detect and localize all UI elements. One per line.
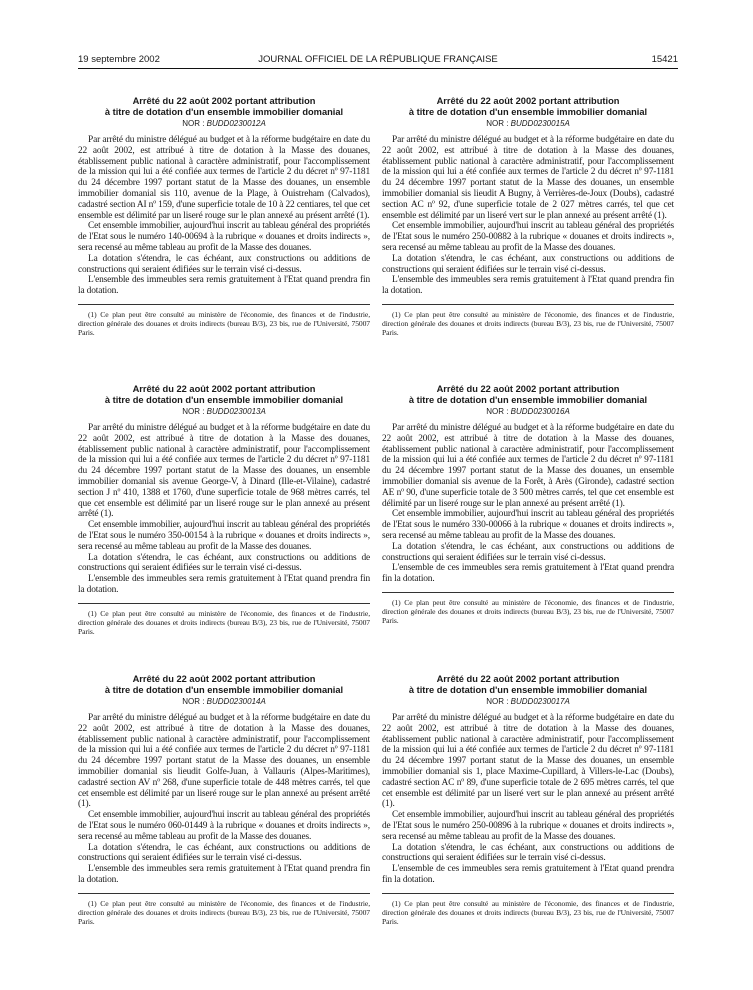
footnote: (1) Ce plan peut être consulté au ministère de l'économie, des finances et de l'industrie, direction générale des douanes et droits indirects (bureau B/3), 23 bis, rue de l'Université, 75007 Paris. xyxy=(78,309,370,338)
arrete-nor xyxy=(382,118,674,129)
arrete-paragraph: Cet ensemble immobilier, aujourd'hui inscrit au tableau général des propriétés de l'Etat sous le numéro 140-00694 à la rubrique « douanes et droits indirects », sera recensé au même tableau au profit de la Masse des douanes. xyxy=(78,221,370,253)
arrete-paragraph: Par arrêté du ministre délégué au budget et à la réforme budgétaire en date du 22 août 2002, est attribué à titre de dotation à la Masse des douanes, établissement public national à caractère administratif, pour l'accomplissement de la mission qui lui a été confiée aux termes de l'article 2 du décret nº 97-1181 du 24 décembre 1997 portant statut de la Masse des douanes, un ensemble immobilier domanial sis 1, place Maxime-Cupillard, à Villers-le-Lac (Doubs), cadastré section AC nº 89, d'une superficie totale de 2 695 mètres carrés, tel que cet ensemble est délimité par un liseré vert sur le plan annexé au présent arrêté (1). xyxy=(382,713,674,810)
footnote-separator xyxy=(382,893,674,894)
arrete-title-line1: Arrêté du 22 août 2002 portant attribution xyxy=(132,674,316,684)
arrete-block xyxy=(382,96,674,338)
arrete-nor xyxy=(382,406,674,417)
nor-label: NOR : xyxy=(182,119,205,128)
arrete-paragraph: La dotation s'étendra, le cas échéant, aux constructions ou additions de constructions qui seraient édifiées sur le terrain visé ci-dessus. xyxy=(382,253,674,275)
footnote: (1) Ce plan peut être consulté au ministère de l'économie, des finances et de l'industrie, direction générale des douanes et droits indirects (bureau B/3), 23 bis, rue de l'Université, 75007 Paris. xyxy=(78,608,370,637)
arrete-paragraph: Cet ensemble immobilier, aujourd'hui inscrit au tableau général des propriétés de l'Etat sous le numéro 250-00896 à la rubrique « douanes et droits indirects », sera recensé au même tableau au profit de la Masse des douanes. xyxy=(382,810,674,842)
arrete-paragraph: La dotation s'étendra, le cas échéant, aux constructions ou additions de constructions qui seraient édifiées sur le terrain visé ci-dessus. xyxy=(78,253,370,275)
arrete-paragraph: Par arrêté du ministre délégué au budget et à la réforme budgétaire en date du 22 août 2002, est attribué à titre de dotation à la Masse des douanes, établissement public national à caractère administratif, pour l'accomplissement de la mission qui lui a été confiée aux termes de l'article 2 du décret nº 97-1181 du 24 décembre 1997 portant statut de la Masse des douanes, un ensemble immobilier domanial sis avenue George-V, à Dinard (Ille-et-Vilaine), cadastré section J nº 410, 1388 et 1760, d'une superficie totale de 968 mètres carrés, tel que cet ensemble est délimité par un liseré rouge sur le plan annexé au présent arrêté (1). xyxy=(78,423,370,520)
arrete-paragraph: La dotation s'étendra, le cas échéant, aux constructions ou additions de constructions qui seraient édifiées sur le terrain visé ci-dessus. xyxy=(78,842,370,864)
arrete-paragraph: Cet ensemble immobilier, aujourd'hui inscrit au tableau général des propriétés de l'Etat sous le numéro 060-01449 à la rubrique « douanes et droits indirects », sera recensé au même tableau au profit de la Masse des douanes. xyxy=(78,810,370,842)
header-journal-title: JOURNAL OFFICIEL DE LA RÉPUBLIQUE FRANÇAISE xyxy=(258,54,498,65)
nor-code: BUDD0230014A xyxy=(206,697,266,706)
arrete-nor xyxy=(78,118,370,129)
nor-label: NOR : xyxy=(182,407,205,416)
arrete-title-line1: Arrêté du 22 août 2002 portant attribution xyxy=(436,384,620,394)
footnote-separator xyxy=(382,592,674,593)
nor-label: NOR : xyxy=(486,697,509,706)
footnote-separator xyxy=(78,603,370,604)
arrete-title-line2: à titre de dotation d'un ensemble immobilier domanial xyxy=(408,107,648,117)
arrete-nor xyxy=(78,406,370,417)
arrete-title-line2: à titre de dotation d'un ensemble immobilier domanial xyxy=(408,395,648,405)
footnote: (1) Ce plan peut être consulté au ministère de l'économie, des finances et de l'industrie, direction générale des douanes et droits indirects (bureau B/3), 23 bis, rue de l'Université, 75007 Paris. xyxy=(78,898,370,927)
arrete-title-line1: Arrêté du 22 août 2002 portant attribution xyxy=(132,96,316,106)
arrete-nor xyxy=(382,696,674,707)
arrete-paragraph: L'ensemble des immeubles sera remis gratuitement à l'Etat quand prendra fin la dotation. xyxy=(78,574,370,595)
header-date: 19 septembre 2002 xyxy=(78,54,160,65)
nor-label: NOR : xyxy=(486,119,509,128)
header-rule xyxy=(78,68,678,69)
arrete-paragraph: L'ensemble des immeubles sera remis gratuitement à l'Etat quand prendra fin la dotation. xyxy=(382,275,674,297)
footnote-separator xyxy=(382,304,674,305)
arrete-paragraph: La dotation s'étendra, le cas échéant, aux constructions ou additions de constructions qui seraient édifiées sur le terrain visé ci-dessus. xyxy=(78,552,370,574)
footnote-separator xyxy=(78,304,370,305)
arrete-paragraph: La dotation s'étendra, le cas échéant, aux constructions ou additions de constructions qui seraient édifiées sur le terrain visé ci-dessus. xyxy=(382,541,674,563)
arrete-paragraph: L'ensemble des immeubles sera remis gratuitement à l'Etat quand prendra fin la dotation. xyxy=(78,275,370,297)
arrete-paragraph: L'ensemble des immeubles sera remis gratuitement à l'Etat quand prendra fin la dotation. xyxy=(78,864,370,885)
arrete-title-line2: à titre de dotation d'un ensemble immobilier domanial xyxy=(408,685,648,695)
arrete-title-line1: Arrêté du 22 août 2002 portant attribution xyxy=(436,96,620,106)
arrete-paragraph: Cet ensemble immobilier, aujourd'hui inscrit au tableau général des propriétés de l'Etat sous le numéro 330-00066 à la rubrique « douanes et droits indirects », sera recensé au même tableau au profit de la Masse des douanes. xyxy=(382,509,674,541)
nor-code: BUDD0230016A xyxy=(510,407,570,416)
arrete-paragraph: Cet ensemble immobilier, aujourd'hui inscrit au tableau général des propriétés de l'Etat sous le numéro 350-00154 à la rubrique « douanes et droits indirects », sera recensé au même tableau au profit de la Masse des douanes. xyxy=(78,520,370,552)
nor-code: BUDD0230017A xyxy=(510,697,570,706)
nor-code: BUDD0230012A xyxy=(206,119,266,128)
arrete-block xyxy=(78,96,370,338)
arrete-block xyxy=(382,674,674,926)
footnote: (1) Ce plan peut être consulté au ministère de l'économie, des finances et de l'industrie, direction générale des douanes et droits indirects (bureau B/3), 23 bis, rue de l'Université, 75007 Paris. xyxy=(382,597,674,626)
page-header xyxy=(78,54,678,68)
arrete-title-line2: à titre de dotation d'un ensemble immobilier domanial xyxy=(104,107,344,117)
nor-code: BUDD0230013A xyxy=(206,407,266,416)
arrete-paragraph: Par arrêté du ministre délégué au budget et à la réforme budgétaire en date du 22 août 2002, est attribué à titre de dotation à la Masse des douanes, établissement public national à caractère administratif, pour l'accomplissement de la mission qui lui a été confiée aux termes de l'article 2 du décret nº 97-1181 du 24 décembre 1997 portant statut de la Masse des douanes, un ensemble immobilier domanial sis lieudit A Bugny, à Verrières-de-Joux (Doubs), cadastré section AC nº 92, d'une superficie totale de 2 027 mètres carrés, tel que cet ensemble est délimité par un liseré vert sur le plan annexé au présent arrêté (1). xyxy=(382,135,674,221)
arrete-title-line1: Arrêté du 22 août 2002 portant attribution xyxy=(132,384,316,394)
nor-code: BUDD0230015A xyxy=(510,119,570,128)
arrete-paragraph: L'ensemble de ces immeubles sera remis gratuitement à l'Etat quand prendra fin la dotation. xyxy=(382,563,674,585)
arrete-paragraph: Cet ensemble immobilier, aujourd'hui inscrit au tableau général des propriétés de l'Etat sous le numéro 250-00882 à la rubrique « douanes et droits indirects », sera recensé au même tableau au profit de la Masse des douanes. xyxy=(382,221,674,253)
arrete-block xyxy=(78,384,370,636)
header-page-number: 15421 xyxy=(651,54,678,65)
arrete-title-line1: Arrêté du 22 août 2002 portant attribution xyxy=(436,674,620,684)
arrete-paragraph: Par arrêté du ministre délégué au budget et à la réforme budgétaire en date du 22 août 2002, est attribué à titre de dotation à la Masse des douanes, établissement public national à caractère administratif, pour l'accomplissement de la mission qui lui a été confiée aux termes de l'article 2 du décret nº 97-1181 du 24 décembre 1997 portant statut de la Masse des douanes, un ensemble immobilier domanial sis lieudit Golfe-Juan, à Vallauris (Alpes-Maritimes), cadastré section AV nº 268, d'une superficie totale de 448 mètres carrés, tel que cet ensemble est délimité par un liseré rouge sur le plan annexé au présent arrêté (1). xyxy=(78,713,370,810)
footnote-separator xyxy=(78,893,370,894)
nor-label: NOR : xyxy=(486,407,509,416)
arrete-paragraph: Par arrêté du ministre délégué au budget et à la réforme budgétaire en date du 22 août 2002, est attribué à titre de dotation à la Masse des douanes, établissement public national à caractère administratif, pour l'accomplissement de la mission qui lui a été confiée aux termes de l'article 2 du décret nº 97-1181 du 24 décembre 1997 portant statut de la Masse des douanes, un ensemble immobilier domanial sis avenue de la Forêt, à Arès (Gironde), cadastré section AE nº 90, d'une superficie totale de 3 500 mètres carrés, tel que cet ensemble est délimité par un liseré rouge sur le plan annexé au présent arrêté (1). xyxy=(382,423,674,509)
footnote: (1) Ce plan peut être consulté au ministère de l'économie, des finances et de l'industrie, direction générale des douanes et droits indirects (bureau B/3), 23 bis, rue de l'Université, 75007 Paris. xyxy=(382,309,674,338)
footnote: (1) Ce plan peut être consulté au ministère de l'économie, des finances et de l'industrie, direction générale des douanes et droits indirects (bureau B/3), 23 bis, rue de l'Université, 75007 Paris. xyxy=(382,898,674,927)
arrete-title-line2: à titre de dotation d'un ensemble immobilier domanial xyxy=(104,685,344,695)
arrete-paragraph: L'ensemble de ces immeubles sera remis gratuitement à l'Etat quand prendra fin la dotation. xyxy=(382,864,674,885)
nor-label: NOR : xyxy=(182,697,205,706)
arrete-block xyxy=(78,674,370,926)
arrete-paragraph: La dotation s'étendra, le cas échéant, aux constructions ou additions de constructions qui seraient édifiées sur le terrain visé ci-dessus. xyxy=(382,842,674,864)
arrete-block xyxy=(382,384,674,626)
arrete-paragraph: Par arrêté du ministre délégué au budget et à la réforme budgétaire en date du 22 août 2002, est attribué à titre de dotation à la Masse des douanes, établissement public national à caractère administratif, pour l'accomplissement de la mission qui lui a été confiée aux termes de l'article 2 du décret nº 97-1181 du 24 décembre 1997 portant statut de la Masse des douanes, un ensemble immobilier domanial sis 110, avenue de la Plage, à Ouistreham (Calvados), cadastré section AI nº 159, d'une superficie totale de 10 à 22 centiares, tel que cet ensemble est délimité par un liseré rouge sur le plan annexé au présent arrêté (1). xyxy=(78,135,370,221)
arrete-nor xyxy=(78,696,370,707)
arrete-title-line2: à titre de dotation d'un ensemble immobilier domanial xyxy=(104,395,344,405)
